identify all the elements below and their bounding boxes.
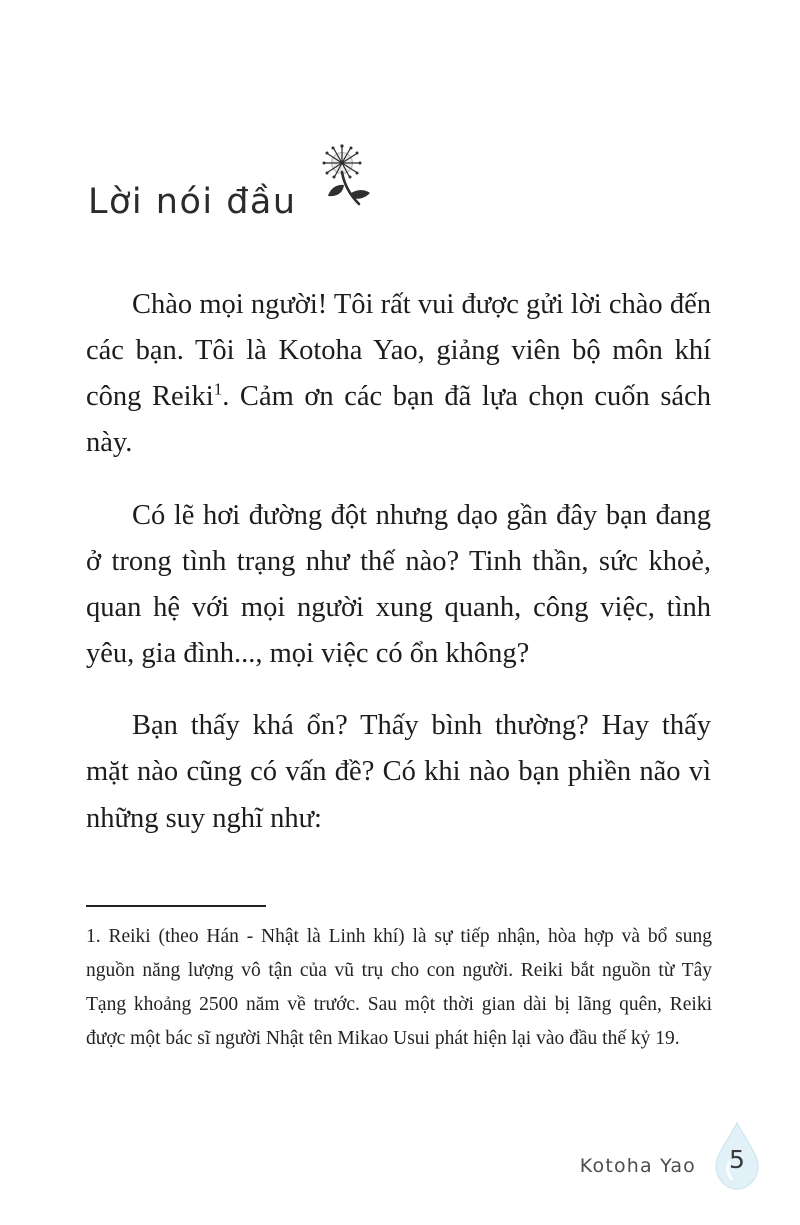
dandelion-flower-icon — [311, 144, 389, 214]
footnote-marker: 1 — [213, 379, 223, 399]
page-number: 5 — [729, 1145, 745, 1174]
paragraph-1-tail: . Cảm ơn các bạn đã lựa chọn cuốn sách này. — [86, 381, 711, 459]
footer-author: Kotoha Yao — [579, 1155, 696, 1177]
page-number-ornament — [708, 1117, 766, 1195]
paragraph-2: Có lẽ hơi đường đột nhưng dạo gần đây bạn đang ở trong tình trạng như thế nào? Tinh thần, sức khoẻ, quan hệ với mọi người xung quanh, công việc, tình yêu, gia đình..., mọi việc có ổn không? — [86, 499, 711, 670]
paragraph-1-text: Chào mọi người! Tôi rất vui được gửi lời chào đến các bạn. Tôi là Kotoha Yao, giảng viên bộ môn khí công Reiki — [86, 289, 711, 413]
footnote-divider — [86, 905, 266, 907]
footnote-text: 1. Reiki (theo Hán - Nhật là Linh khí) là sự tiếp nhận, hòa hợp và bổ sung nguồn năng lượng vô tận của vũ trụ cho con người. Reiki bắt nguồn từ Tây Tạng khoảng 2500 năm về trước. Sau một thời gian dài bị lãng quên, Reiki được một bác sĩ người Nhật tên Mikao Usui phát hiện lại vào đầu thế kỷ 19. — [86, 926, 712, 1050]
body-text — [86, 282, 711, 842]
chapter-heading — [88, 150, 389, 220]
paragraph-1 — [86, 282, 711, 467]
page-title: Lời nói đầu — [88, 182, 297, 222]
paragraph-3: Bạn thấy khá ổn? Thấy bình thường? Hay thấy mặt nào cũng có vấn đề? Có khi nào bạn phiền não vì những suy nghĩ như: — [86, 710, 711, 834]
